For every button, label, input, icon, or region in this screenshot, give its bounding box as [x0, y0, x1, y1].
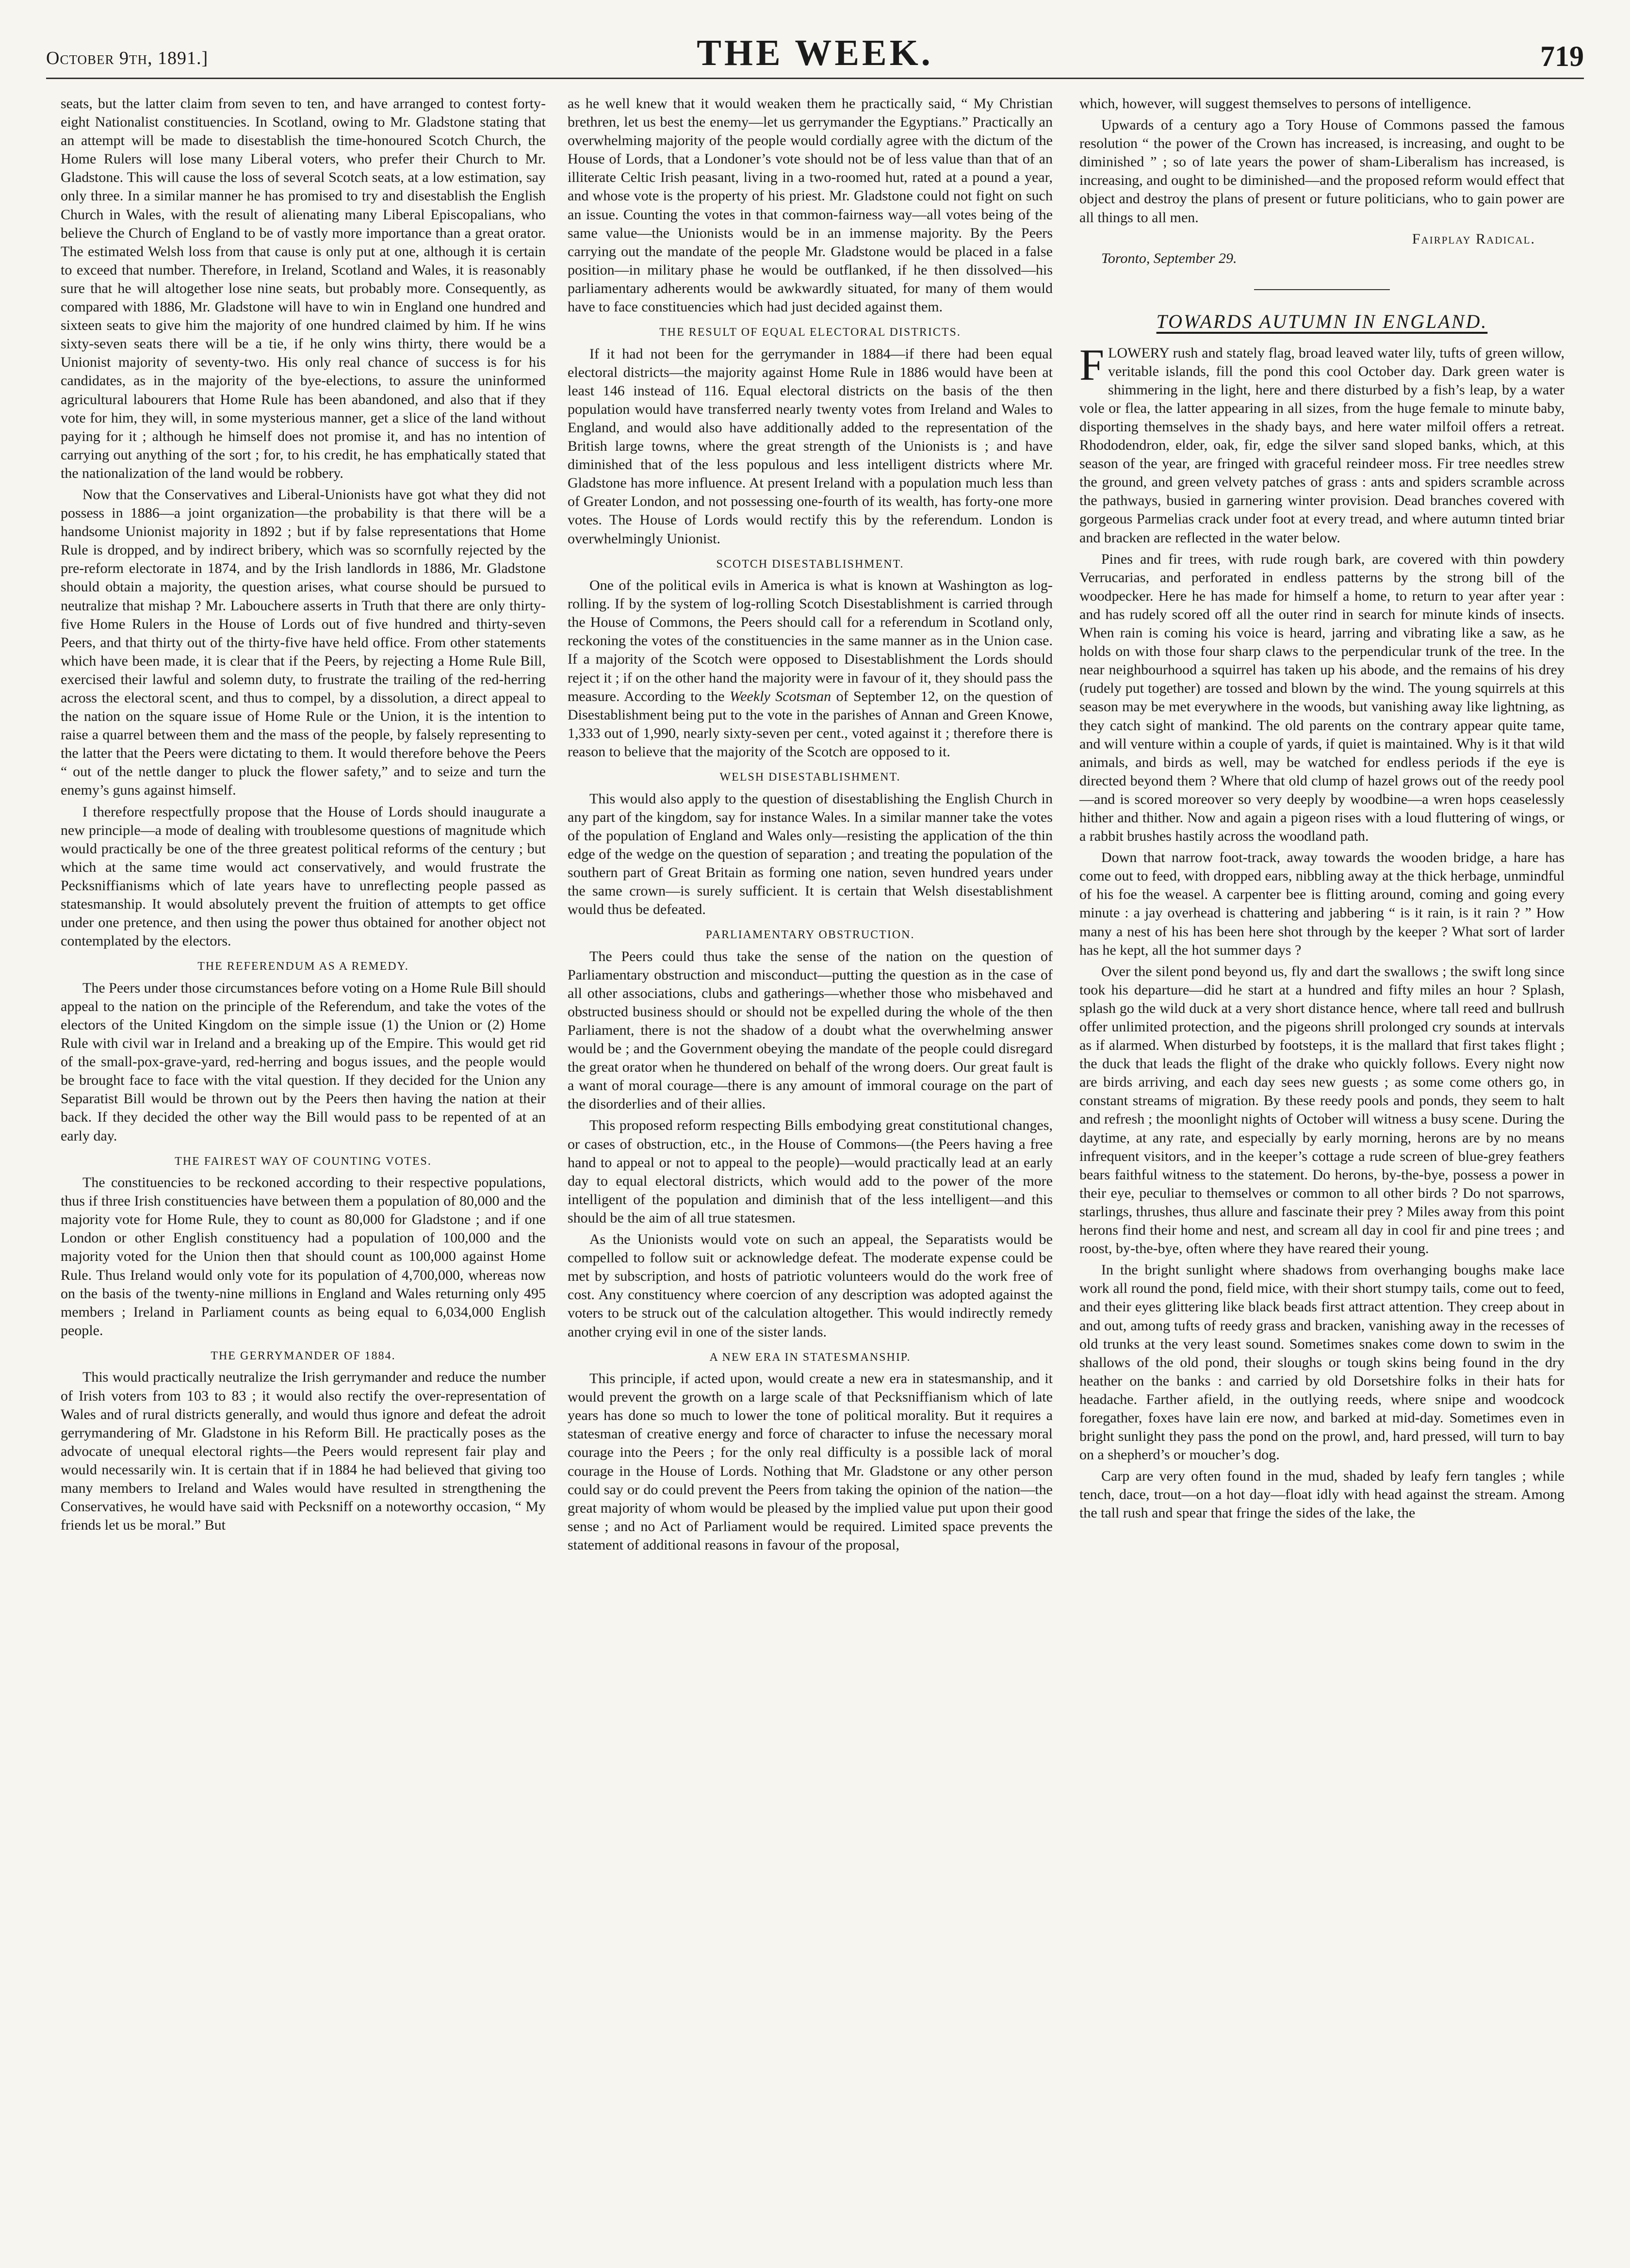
text-run: One of the political evils in America is what is known at Washington as log-rolling. If by the system of log-rolling Scotch Disestablishment is carried through the House of Commons, the Peers should call for a referendum in Scotland only, reckoning the votes of the constituencies in the same manner as in the Union case. If a majority of the Scotch were opposed to Disestablishment the Lords should reject it ; if on the other hand the majority were in favour of it, they should pass the measure. According to the: [568, 577, 1053, 704]
page-number: 719: [1540, 40, 1584, 72]
paragraph: The Peers could thus take the sense of the nation on the question of Parliamentary obstruction and misconduct—putting the question as in the case of all other associations, clubs and gatherings—whether those who misbehaved and obstructed business should or should not be expelled during the whole of the then Parliament, there is not the shadow of a doubt what the overwhelming answer would be ; and the Government obeying the mandate of the people could disregard the great orator when he thundered on behalf of the wrong doers. Our great fault is a want of moral courage—there is any amount of immoral courage on the part of the disorderlies and of their allies.: [568, 948, 1053, 1112]
text-run: LOWERY rush and stately flag, broad leaved water lily, tufts of green willow, veritable islands, fill the pond this cool October day. Dark green water is shimmering in the light, here and there disturbed by a fish’s leap, by a water vole or flea, the latter appearing in all sizes, from the huge female to minute baby, disporting themselves in the shady bays, and here water milfoil offers a retreat. Rhododendron, elder, oak, fir, edge the silver sand sloped banks, which, at this season of the year, are fringed with graceful reindeer moss. Fir tree needles strew the ground, and green velvety patches of grass : ants and spiders scramble across the pathways, busied in garnering winter provision. Dead branches covered with gorgeous Parmelias crack under foot at every tread, and where autumn tinted briar and bracken are reflected in the water below.: [1079, 344, 1565, 546]
section-heading-scotch: SCOTCH DISESTABLISHMENT.: [716, 557, 904, 571]
place-date: Toronto, September 29.: [1101, 250, 1237, 266]
paragraph: The Peers under those circumstances before voting on a Home Rule Bill should appeal to the nation on the principle of the Referendum, and take the votes of the electors of the United Kingdom on the simple issue (1) the Union or (2) Home Rule with civil war in Ireland and a breaking up of the Empire. This would get rid of the small-pox-grave-yard, red-herring and bogus issues, and the people would be brought face to face with the vital question. If they decided for the Union any Separatist Bill would be thrown out by the Peers then having the nation at their back. If they decided the other way the Bill would pass to be repented of at an early day.: [61, 979, 546, 1144]
drop-cap: F: [1079, 340, 1105, 390]
paragraph: as he well knew that it would weaken them he practically said, “ My Christian brethren, let us best the enemy—let us gerrymander the Egyptians.” Practically an overwhelming majority of the people would cordially agree with the dictum of the House of Lords, that a Londoner’s vote should not be of less value than that of an illiterate Celtic Irish peasant, living in a two-roomed hut, rated at a pound a year, and whose vote is the property of his priest. Mr. Gladstone could not fight on such an issue. Counting the votes in that common-fairness way—all votes being of the same value—the Unionists would be in an immense majority. By the Peers carrying out the mandate of the people Mr. Gladstone would be placed in a false position—in military phase he would be outflanked, if he then dissolved—his parliamentary adherents would be awkwardly situated, for many of them would have to face constituencies which had just decided against them.: [568, 96, 1053, 315]
section-heading-new-era: A NEW ERA IN STATESMANSHIP.: [709, 1351, 911, 1364]
paragraph: [568, 576, 1053, 761]
issue-date: October 9th, 1891.]: [46, 48, 209, 68]
signature: Fairplay Radical.: [1412, 230, 1535, 247]
column-2: [568, 95, 1053, 2249]
paragraph: Upwards of a century ago a Tory House of Commons passed the famous resolution “ the power of the Crown has increased, is increasing, and ought to be diminished ” ; so of late years the power of sham-Liberalism has increased, is increasing, and ought to be diminished—and the proposed reform would effect that object and destroy the plans of present or future politicians, who to gain power are all things to all men.: [1079, 117, 1565, 226]
paragraph: seats, but the latter claim from seven to ten, and have arranged to contest forty-eight Nationalist constituencies. In Scotland, owing to Mr. Gladstone stating that an attempt will be made to disestablish the time-honoured Scotch Church, the Home Rulers will lose many Liberal voters, who prefer their Church to Mr. Gladstone. This will cause the loss of several Scotch seats, at a low estimation, say only three. In a similar manner he has promised to try and disestablish the English Church in Wales, with the result of alienating many Liberal Episcopalians, who believe the Church of England to be of vastly more importance than a great orator. The estimated Welsh loss from that cause is only put at one, although it is certain to exceed that number. Therefore, in Ireland, Scotland and Wales, it is reasonably sure that he will altogether lose nine seats, but probably more. Consequently, as compared with 1886, Mr. Gladstone will have to win in England one hundred and sixteen seats to give him the majority of one hundred claimed by him. If he wins sixty-seven seats there will be a tie, if he only wins thirty, there would be a Unionist majority of seventy-two. His only real chance of success is for his candidates, as in the majority of the bye-elections, to assure the uninformed agricultural labourers that Home Rule has been abandoned, and also that if they vote for him, they will, in some mysterious manner, get a slice of the land without paying for it ; although he himself does not promise it, and has no intention of carrying out anything of the sort ; for, to his credit, he has emphatically stated that the nationalization of the land would be robbery.: [61, 96, 546, 481]
signature-line: [1079, 230, 1565, 248]
paragraph: Carp are very often found in the mud, shaded by leafy fern tangles ; while tench, dace, trout—on a hot day—float idly with head against the stream. Among the tall rush and spear that fringe the sides of the lake, the: [1079, 1468, 1565, 1521]
paragraph: This would also apply to the question of disestablishing the English Church in any part of the kingdom, say for instance Wales. In a similar manner take the votes of the population of England and Wales only—resisting the application of the thin edge of the wedge on the question of separation ; and treating the population of the southern part of Great Britain as forming one nation, seven hundred years under the same crown—is surely sufficient. It is certain that Welsh disestablishment would thus be defeated.: [568, 790, 1053, 918]
paragraph: Down that narrow foot-track, away towards the wooden bridge, a hare has come out to feed, with dropped ears, nibbling away at the thick herbage, unmindful of his foe the weasel. A carpenter bee is flitting around, coming and going every minute : a jay overhead is chattering and jabbering “ is it rain, is it rain ? ” How many a nest of his has been here shot through by the keeper ? What sort of larder has he kept, all the hot summer days ?: [1079, 849, 1565, 958]
paragraph: Now that the Conservatives and Liberal-Unionists have got what they did not possess in 1886—a joint organization—the probability is that there will be a handsome Unionist majority in 1892 ; but if by false representations that Home Rule is dropped, and by indirect bribery, which was so scornfully rejected by the pre-reform electorate in 1874, and by the Irish landlords in 1886, Mr. Gladstone should obtain a majority, the question arises, what course should be pursued to neutralize that mishap ? Mr. Labouchere asserts in Truth that there are only thirty-five Home Rulers in the House of Lords out of five hundred and thirty-seven Peers, and that thirty out of the thirty-five have held office. From other statements which have been made, it is clear that if the Peers, by rejecting a Home Rule Bill, exercised their lawful and solemn duty, to frustrate the trailing of the red-herring across the electoral scent, and thus to compel, by a dissolution, a direct appeal to the nation on the square issue of Home Rule or the Union, it is the intention to raise a quarrel between them and the mass of the people, by falsely representing to the latter that the Peers were dictating to them. It would therefore behove the Peers “ out of the nettle danger to pluck the flower safety,” and to seize and turn the enemy’s guns against himself.: [61, 486, 546, 799]
article-divider: [1254, 289, 1390, 290]
paragraph: Over the silent pond beyond us, fly and dart the swallows ; the swift long since took his departure—did he start at a hundred and fifty miles an hour ? Splash, splash go the wild duck at a very short distance hence, where tall reed and bullrush offer unlimited protection, and the pigeons shrill prolonged cry sounds at intervals as if alarmed. When disturbed by footsteps, it is the mallard that first takes flight ; the duck that leads the flight of the drake who quickly follows. Every night now are birds arriving, and each day sees new guests ; as some come others go, in constant streams of migration. By these reedy pools and ponds, they seem to halt and refresh ; the moonlight nights of October will witness a busy scene. During the daytime, at any rate, and especially by early morning, herons are by no means infrequent visitors, and in the keeper’s cottage a rude screen of blue-grey feathers bears faithful witness to the statement. Do herons, by-the-bye, possess a power in their eye, peculiar to themselves or common to all other birds ? Do not sparrows, starlings, thrushes, thus allure and fascinate their prey ? Miles away from this point herons find their home and nest, and scream all day in cool fir and pine trees ; and roost, by-the-bye, often where they have reared their young.: [1079, 963, 1565, 1257]
masthead: [46, 18, 1584, 91]
newspaper-title: Weekly Scotsman: [729, 688, 831, 704]
paragraph: The constituencies to be reckoned according to their respective populations, thus if three Irish constituencies have between them a population of 80,000 and the majority vote for Home Rule, they to count as 80,000 for Gladstone ; and if one London or other English constituency had a population of 100,000 and the majority voted for the Union then that should count as 100,000 against Home Rule. Thus Ireland would only vote for its population of 4,700,000, whereas now on the basis of the twenty-nine millions in England and Wales returning only 495 members ; Ireland in Parliament counts as being equal to 6,034,000 English people.: [61, 1175, 546, 1338]
paragraph: [1079, 340, 1565, 547]
text-run: of September 12, on the question of Disestablishment being put to the vote in the parishes of Annan and Green Knowe, 1,333 out of 1,990, nearly sixty-seven per cent., voted against it ; therefore there is reason to believe that the majority of the Scotch are opposed to it.: [568, 688, 1053, 760]
section-heading-equal-districts: THE RESULT OF EQUAL ELECTORAL DISTRICTS.: [659, 326, 961, 339]
section-heading-obstruction: PARLIAMENTARY OBSTRUCTION.: [705, 929, 915, 942]
section-heading-gerrymander: THE GERRYMANDER OF 1884.: [211, 1349, 396, 1362]
header-rule: [46, 78, 1584, 79]
section-heading-welsh: WELSH DISESTABLISHMENT.: [719, 771, 901, 784]
paragraph: If it had not been for the gerrymander in 1884—if there had been equal electoral districts—the majority against Home Rule in 1886 would have been at least 146 instead of 116. Equal electoral districts on the basis of the then population would have transferred nearly twenty votes from Ireland and Wales to England, and would also have additionally added to the representation of the British large towns, where the great strength of the Unionists is ; and have diminished that of the less populous and less intelligent districts where Mr. Gladstone has more influence. At present Ireland with a population much less than of Greater London, and not possessing one-fourth of its wealth, has forty-one more votes. The House of Lords would rectify this by the referendum. London is overwhelmingly Unionist.: [568, 345, 1053, 547]
paragraph: This proposed reform respecting Bills embodying great constitutional changes, or cases of obstruction, etc., in the House of Commons—(the Peers having a free hand to appeal or not to appeal to the people)—would practically lead at an early day to equal electoral districts, which would add to the power of the more intelligent of the population and diminish that of the less intelligent—and this should be the aim of all true statesmen.: [568, 1117, 1053, 1226]
publication-title: THE WEEK.: [697, 33, 933, 73]
section-heading-referendum: THE REFERENDUM AS A REMEDY.: [197, 960, 409, 973]
paragraph: I therefore respectfully propose that the House of Lords should inaugurate a new principle—a mode of dealing with troublesome questions of magnitude which would practically be one of the three greatest political reforms of the century ; but which at the same time would act conservatively, and would frustrate the Pecksniffianisms which of late years have to unreflecting people passed as statesmanship. It would absolutely prevent the fruition of attempts to get office under one pretence, and then using the power thus obtained for another object not contemplated by the electors.: [61, 803, 546, 949]
paragraph: which, however, will suggest themselves to persons of intelligence.: [1079, 96, 1471, 112]
paragraph: As the Unionists would vote on such an appeal, the Separatists would be compelled to follow suit or acknowledge defeat. The moderate expense could be met by subscription, and hosts of patriotic volunteers would do the work free of cost. Any constituency where coercion of any description was adopted against the voters to be struck out of the calculation altogether. This would indirectly remedy another crying evil in one of the sister lands.: [568, 1231, 1053, 1340]
paragraph: This principle, if acted upon, would create a new era in statesmanship, and it would prevent the growth on a large scale of that Pecksniffianism which of late years has done so much to lower the tone of political morality. But it requires a statesman of creative energy and force of character to infuse the necessary moral courage into the Peers ; for the only real difficulty is a possible lack of moral courage in the House of Lords. Nothing that Mr. Gladstone or any other person could say or do could prevent the Peers from taking the opinion of the nation—the great majority of whom would be pleased by the implied value put upon their good sense ; and no Act of Parliament would be required. Limited space prevents the statement of additional reasons in favour of the proposal,: [568, 1371, 1053, 1553]
column-3: [1079, 95, 1565, 2249]
section-heading-fairest-way: THE FAIREST WAY OF COUNTING VOTES.: [175, 1155, 432, 1168]
paragraph: This would practically neutralize the Irish gerrymander and reduce the number of Irish voters from 103 to 83 ; it would also rectify the over-representation of Wales and of rural districts generally, and would thus ignore and defeat the adroit gerrymandering of Mr. Gladstone in his Reform Bill. He practically poses as the advocate of unequal electoral rights—the Peers would represent fair play and would necessarily win. It is certain that if in 1884 he had believed that giving too many members to Ireland and Wales would have resulted in strengthening the Conservatives, he would have said with Pecksniff on a noteworthy occasion, “ My friends let us be moral.” But: [61, 1369, 546, 1534]
article-title: TOWARDS AUTUMN IN ENGLAND.: [1156, 310, 1488, 332]
column-1: [61, 95, 546, 2249]
paragraph: Pines and fir trees, with rude rough bark, are covered with thin powdery Verrucarias, and perforated in endless patterns by the strong bill of the woodpecker. Here he has made for himself a home, to return to year after year : and has rudely scored off all the outer rind in search for minute kinds of insects. When rain is coming his voice is heard, jarring and vibrating like a saw, as he holds on with those four sharp claws to the perpendicular trunk of the tree. In the near neighbourhood a squirrel has taken up his abode, and the remains of his drey (rudely put together) are tossed and blown by the wind. The young squirrels at this season may be met everywhere in the woods, but vanishing away like lightning, as they catch sight of mankind. The old parents on the contrary appear quite tame, and will venture within a couple of yards, if quiet is maintained. Why is it that wild animals, and birds as well, may be watched for endless periods if the eye is directed beyond them ? Where that old clump of hazel grows out of the reedy pool—and is scored moreover so very deeply by woodbine—a wren hops ceaselessly hither and thither. Now and again a pigeon rises with a loud fluttering of wings, or a rabbit brushes hastily across the woodland path.: [1079, 551, 1565, 845]
paragraph: In the bright sunlight where shadows from overhanging boughs make lace work all round the pond, field mice, with their short stumpy tails, come out to feed, and their eyes glittering like black beads first attract attention. They creep about in and out, among tufts of reedy grass and bracken, vanishing away in the recesses of old trunks at the very least sound. Sometimes snakes come down to swim in the shallows of the old pond, their sloughs or tough skins being found in the dry heather on the banks : and carried by old Dorsetshire folks in their hats for headache. Farther afield, in the outlying reeds, where snipe and woodcock foregather, foxes have lain ere now, and barked at mid-day. Sometimes even in bright sunlight they pass the pond on the prowl, and, hard pressed, will turn to bay on a shepherd’s or moucher’s dog.: [1079, 1262, 1565, 1463]
